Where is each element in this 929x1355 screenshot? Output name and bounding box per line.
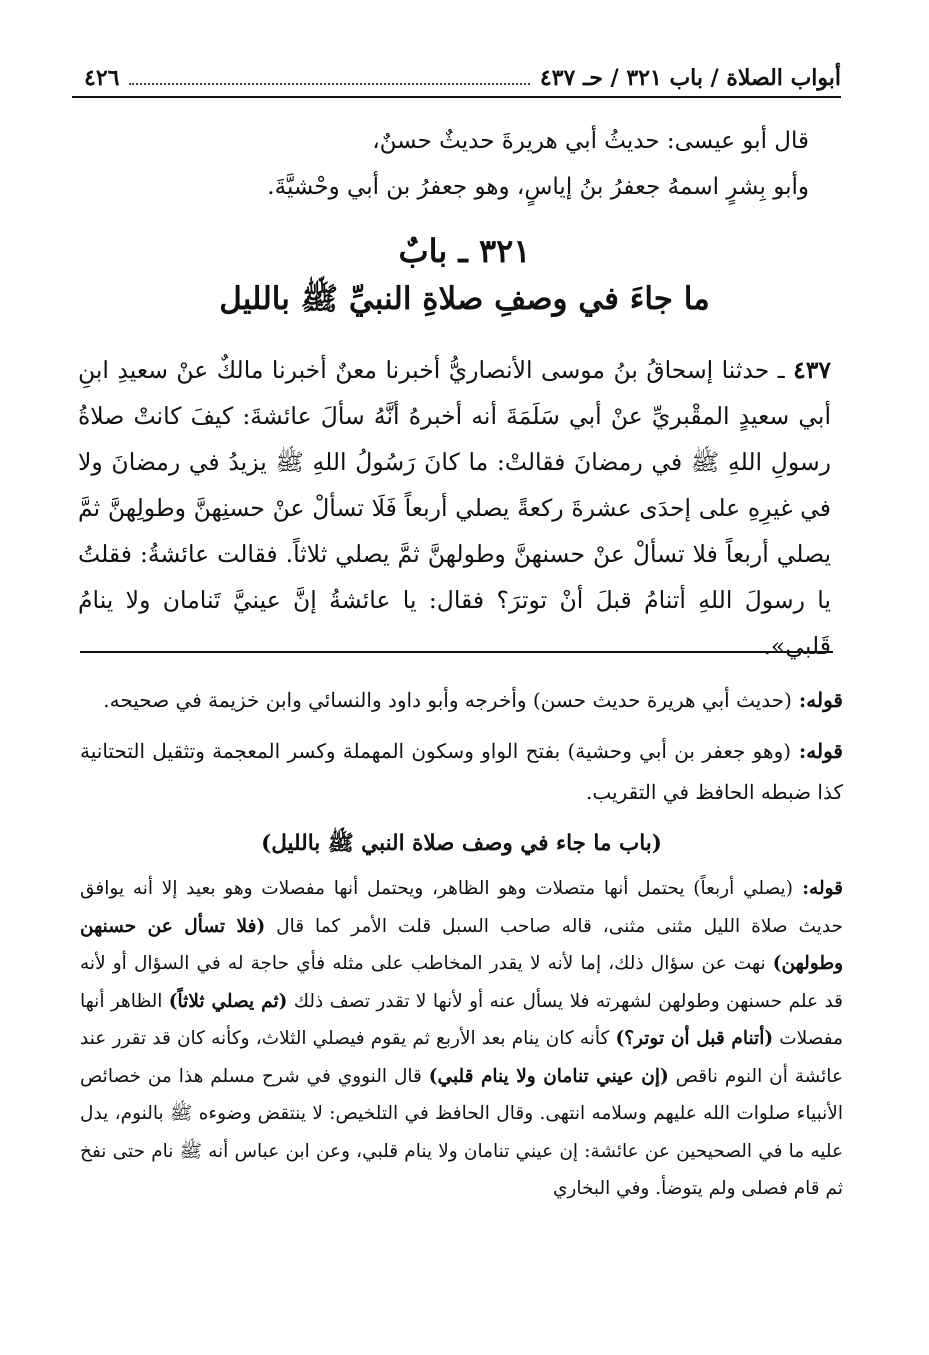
hadith-body: ـ حدثنا إسحاقُ بنُ موسى الأنصاريُّ أخبرنا معنٌ أخبرنا مالكٌ عنْ سعيدِ ابنِ أبي سعيدٍ المقْبريِّ عنْ أبي سَلَمَةَ أنه أخبرهُ أنَّهُ سألَ عائشةَ: كيفَ كانتْ صلاةُ رسولِ اللهِ ﷺ في رمضانَ فقالتْ: ما كانَ رَسُولُ اللهِ ﷺ يزيدُ في رمضانَ ولا في غيرِهِ على إحدَى عشرةَ ركعةً يصلي أربعاً فَلَا تسألْ عنْ حسنِهنَّ وطولِهنَّ ثمَّ يصلي أربعاً فلا تسألْ عنْ حسنهنَّ وطولهنَّ ثمَّ يصلي ثلاثاً. فقالت عائشةُ: فقلتُ يا رسولَ اللهِ أتنامُ قبلَ أنْ توترَ؟ فقال: يا عائشةُ إنَّ عينيَّ تَنامان ولا ينامُ قَلبي». xyxy=(78,356,831,660)
hadith-text xyxy=(78,347,831,669)
chapter-title: ما جاءَ في وصفِ صلاةِ النبيِّ ﷺ بالليل xyxy=(219,281,710,317)
quoted-phrase: (فلا تسأل عن حسنهن وطولهن) xyxy=(80,915,843,974)
note-text: نهت عن سؤال ذلك، إما لأنه لا يقدر المخاطب على مثله فأي حاجة له في السؤال أو لأنه قد علم حسنهن وطولهن لشهرته فلا يسأل عنه أو لأنها لا تقدر تصف ذلك xyxy=(80,953,843,1012)
commentary-note xyxy=(80,870,843,1208)
note-text: (حديث أبي هريرة حديث حسن) وأخرجه وأبو داود والنسائي وابن خزيمة في صحيحه. xyxy=(103,688,792,712)
hadith-number: ٤٣٧ xyxy=(793,356,831,384)
footnote-separator xyxy=(80,651,833,653)
commentary xyxy=(80,680,843,1208)
note-text: كأنه كان ينام بعد الأربع ثم يقوم فيصلي الثلاث، وكأنه كان قد تقرر عند عائشة أن النوم ناقص xyxy=(80,1028,843,1087)
note-text: قال النووي في شرح مسلم هذا من خصائص الأنبياء صلوات الله عليهم وسلامه انتهى. وقال الحافظ في التلخيص: لا ينتقض وضوءه ﷺ بالنوم، يدل عليه ما في الصحيحين عن عائشة: إن عيني تنامان ولا ينام قلبي، وعن ابن عباس أنه ﷺ نام حتى نفخ ثم قام فصلى ولم يتوضأ. وفي البخاري xyxy=(80,1065,843,1199)
note-prefix: قوله: xyxy=(792,878,843,899)
quoted-phrase: (إن عيني تنامان ولا ينام قلبي) xyxy=(428,1065,669,1087)
note-text: (وهو جعفر بن أبي وحشية) بفتح الواو وسكون المهملة وكسر المعجمة وتثقيل التحتانية كذا ضبطه الحافظ في التقريب. xyxy=(80,739,843,804)
commentary-note xyxy=(80,680,843,721)
note-text: الظاهر أنها مفصلات xyxy=(80,990,843,1049)
quoted-phrase: (ثم يصلي ثلاثاً) xyxy=(168,990,288,1012)
page-number: ٤٢٦ xyxy=(84,65,120,91)
chapter-number: ٣٢١ ـ بابٌ xyxy=(398,232,531,270)
note-prefix: قوله: xyxy=(791,688,843,712)
header-dotted-leader xyxy=(129,83,529,85)
intro-line: قال أبو عيسى: حديثُ أبي هريرةَ حديثٌ حسنٌ، xyxy=(372,128,809,154)
intro-line: وأبو بِشرٍ اسمهُ جعفرُ بنُ إياسٍ، وهو جعفرُ بن أبي وحْشيَّةَ. xyxy=(267,174,809,200)
quoted-phrase: (أتنام قبل أن توتر؟) xyxy=(615,1028,774,1049)
note-prefix: قوله: xyxy=(791,739,843,763)
page-header xyxy=(72,60,841,98)
note-text: (يصلي أربعاً) يحتمل أنها متصلات وهو الظاهر، ويحتمل أنها مفصلات وهو بعيد إلا أنه يوافق حديث صلاة الليل مثنى مثنى، قاله صاحب السبل قلت الأمر كما قال xyxy=(80,878,843,937)
running-title: أبواب الصلاة / باب ٣٢١ / حـ ٤٣٧ xyxy=(539,65,841,91)
commentary-note xyxy=(80,731,843,813)
intro-text xyxy=(150,118,809,210)
commentary-subheading: (باب ما جاء في وصف صلاة النبي ﷺ بالليل) xyxy=(261,831,662,856)
